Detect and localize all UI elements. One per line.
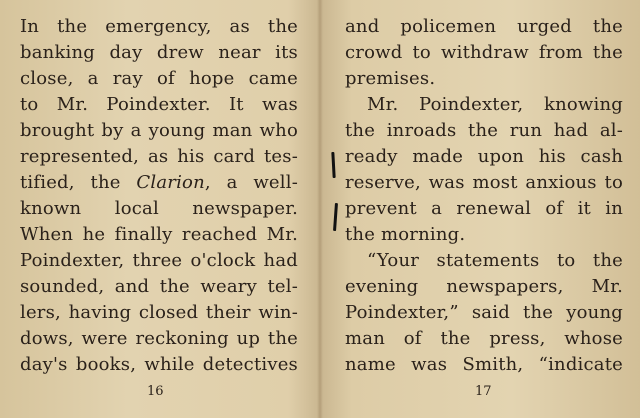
text-line: banking day drew near its [20,42,298,63]
text-line: and policemen urged the [345,16,623,37]
text-line: crowd to withdraw from the [345,42,623,63]
text-line: day's books, while detectives [20,354,298,375]
text-line: tified, the Clarion, a well- [20,172,298,193]
book-gutter [317,0,323,418]
newspaper-name: Clarion [136,172,205,193]
text-line: represented, as his card tes- [20,146,298,167]
text-line: dows, were reckoning up the [20,328,298,349]
page-number-right: 17 [475,384,492,399]
text-line: ready made upon his cash [345,146,623,167]
text-line: prevent a renewal of it in [345,198,623,219]
text-line: close, a ray of hope came [20,68,298,89]
text-line: Poindexter, three o'clock had [20,250,298,271]
text-line: sounded, and the weary tel- [20,276,298,297]
text-line: Mr. Poindexter, knowing [367,94,623,115]
text-line: In the emergency, as the [20,16,298,37]
text-line: Poindexter,” said the young [345,302,623,323]
text-line: known local newspaper. [20,198,298,219]
text-line: brought by a young man who [20,120,298,141]
page-number-left: 16 [147,384,164,399]
text-line: man of the press, whose [345,328,623,349]
right-page [345,14,623,378]
text-line: premises. [345,68,436,89]
text-line: “Your statements to the [367,250,623,271]
text-line: lers, having closed their win- [20,302,298,323]
text-line: to Mr. Poindexter. It was [20,94,298,115]
text-line: the morning. [345,224,466,245]
text-line: evening newspapers, Mr. [345,276,623,297]
margin-pencil-mark [331,152,335,178]
text-line: reserve, was most anxious to [345,172,623,193]
text-line: name was Smith, “indicate [345,354,623,375]
text-line: When he finally reached Mr. [20,224,298,245]
left-page [20,14,298,378]
margin-pencil-mark [333,203,338,231]
text-line: the inroads the run had al- [345,120,623,141]
